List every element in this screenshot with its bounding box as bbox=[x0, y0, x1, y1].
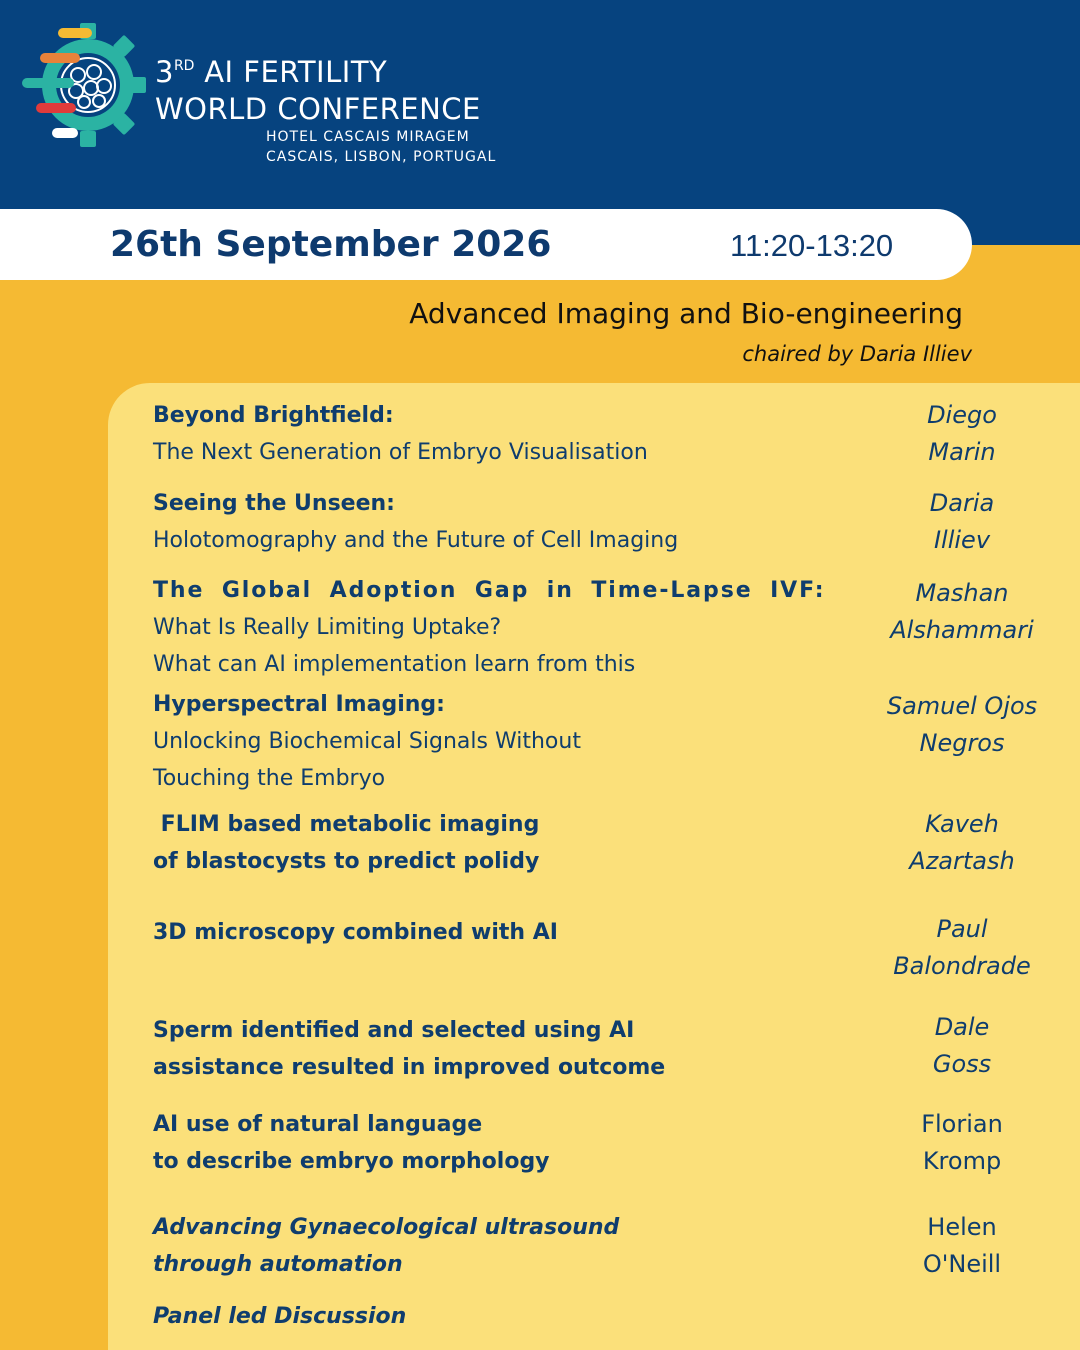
talk-title: The Global Adoption Gap in Time-Lapse IVF: bbox=[153, 578, 826, 603]
talk-title: through automation bbox=[153, 1252, 403, 1277]
talk-title: Hyperspectral Imaging: bbox=[153, 692, 445, 717]
talk-title: assistance resulted in improved outcome bbox=[153, 1055, 666, 1080]
talk-title-block bbox=[153, 1209, 793, 1283]
talk-title: 3D microscopy combined with AI bbox=[153, 920, 558, 945]
panel-discussion: Panel led Discussion bbox=[153, 1304, 407, 1329]
speaker-name bbox=[862, 485, 1062, 559]
ordinal-suffix: RD bbox=[173, 58, 195, 74]
speaker-first: Kaveh bbox=[925, 810, 999, 838]
venue-line1: HOTEL CASCAIS MIRAGEM bbox=[266, 129, 470, 145]
event-time: 11:20-13:20 bbox=[730, 228, 894, 263]
speaker-name bbox=[862, 806, 1062, 880]
session-title: Advanced Imaging and Bio-engineering bbox=[409, 297, 963, 330]
talk-title: Advancing Gynaecological ultrasound bbox=[153, 1215, 620, 1240]
session-chair: chaired by Daria Illiev bbox=[742, 342, 972, 366]
speaker-name bbox=[862, 688, 1062, 762]
talk-title-block bbox=[153, 397, 793, 471]
speaker-last: Balondrade bbox=[893, 952, 1031, 980]
talk-title: of blastocysts to predict polidy bbox=[153, 849, 540, 874]
speaker-first: Helen bbox=[927, 1213, 997, 1241]
talk-title-block bbox=[153, 572, 826, 683]
talk-title-block bbox=[153, 806, 793, 880]
speaker-last: Illiev bbox=[933, 526, 991, 554]
talk-title-block bbox=[153, 485, 793, 559]
talk-title-block bbox=[153, 1106, 793, 1180]
conference-title bbox=[155, 48, 481, 128]
speaker-name bbox=[862, 1106, 1062, 1180]
talk-subtitle: The Next Generation of Embryo Visualisation bbox=[153, 440, 648, 465]
talk-subtitle: Unlocking Biochemical Signals Without bbox=[153, 729, 581, 754]
gear-cell-logo-icon bbox=[20, 20, 150, 150]
speaker-last: Alshammari bbox=[890, 616, 1034, 644]
speaker-name bbox=[862, 575, 1062, 649]
talk-title: Seeing the Unseen: bbox=[153, 491, 395, 516]
speaker-first: Dale bbox=[934, 1013, 990, 1041]
speaker-name bbox=[862, 1209, 1062, 1283]
talk-title: Beyond Brightfield: bbox=[153, 403, 394, 428]
title-line2: WORLD CONFERENCE bbox=[155, 92, 481, 126]
ordinal: 3 bbox=[155, 55, 174, 89]
speaker-name bbox=[862, 911, 1062, 985]
talk-title-block bbox=[153, 1298, 793, 1335]
speaker-first: Samuel Ojos bbox=[886, 692, 1038, 720]
talk-title: Sperm identified and selected using AI bbox=[153, 1018, 635, 1043]
speaker-first: Mashan bbox=[915, 579, 1009, 607]
talk-subtitle: What Is Really Limiting Uptake? bbox=[153, 615, 502, 640]
talk-subtitle: Touching the Embryo bbox=[153, 766, 386, 791]
speaker-first: Daria bbox=[929, 489, 995, 517]
talk-subtitle: What can AI implementation learn from this bbox=[153, 652, 636, 677]
speaker-first: Diego bbox=[927, 401, 997, 429]
speaker-last: Goss bbox=[932, 1050, 992, 1078]
speaker-last: Kromp bbox=[922, 1147, 1002, 1175]
venue-line2: CASCAIS, LISBON, PORTUGAL bbox=[266, 149, 497, 165]
event-date: 26th September 2026 bbox=[110, 224, 552, 265]
talk-title-block bbox=[153, 914, 793, 951]
talk-subtitle: Holotomography and the Future of Cell Imaging bbox=[153, 528, 679, 553]
speaker-first: Paul bbox=[936, 915, 988, 943]
speaker-name bbox=[862, 397, 1062, 471]
talk-title: FLIM based metabolic imaging bbox=[153, 812, 540, 837]
talk-title: AI use of natural language bbox=[153, 1112, 483, 1137]
talk-title-block bbox=[153, 686, 793, 797]
talk-title-block bbox=[153, 1012, 793, 1086]
speaker-last: Marin bbox=[928, 438, 996, 466]
talk-title: to describe embryo morphology bbox=[153, 1149, 550, 1174]
title-line1: AI FERTILITY bbox=[204, 55, 388, 89]
speaker-last: Azartash bbox=[909, 847, 1015, 875]
speaker-first: Florian bbox=[921, 1110, 1003, 1138]
speaker-last: O'Neill bbox=[922, 1250, 1002, 1278]
speaker-last: Negros bbox=[919, 729, 1005, 757]
venue bbox=[266, 127, 496, 167]
speaker-name bbox=[862, 1009, 1062, 1083]
